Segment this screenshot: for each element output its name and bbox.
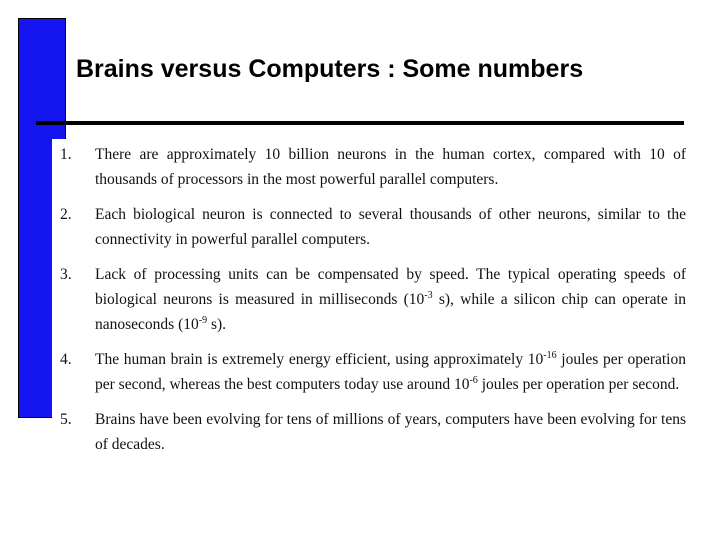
list-item-2 [52,202,686,252]
text-segment: s). [207,316,227,333]
text-segment: The human brain is extremely energy efficient, using approximately 10 [95,351,544,368]
text-segment: joules per operation per second. [477,376,680,393]
list-item-3 [52,262,686,337]
list-item-number: 4. [60,351,72,368]
list-item-text [95,347,686,397]
list-item-1 [52,142,686,192]
numbered-list [52,142,686,467]
exponent: -16 [543,349,557,361]
text-segment: s), while a silicon chip can operate in nanoseconds (10 [95,291,687,333]
list-item-text: There are approximately 10 billion neurons in the human cortex, compared with 10 of thousands of processors in the most powerful parallel computers. [95,146,686,188]
list-item-number: 1. [60,146,72,163]
list-item-4 [52,347,686,397]
title-divider [36,121,684,125]
list-item-text: Brains have been evolving for tens of millions of years, computers have been evolving for tens of decades. [95,411,686,453]
list-item-text [95,262,686,337]
list-item-number: 5. [60,411,72,428]
exponent: -9 [198,314,208,326]
list-item-number: 2. [60,206,72,223]
text-segment: joules per operation per second, whereas the best computers today use around 10 [95,351,686,393]
list-item-number: 3. [60,266,72,283]
slide-title: Brains versus Computers : Some numbers [76,55,584,83]
list-item-5 [52,407,686,457]
list-item-text: Each biological neuron is connected to several thousands of other neurons, similar to the connectivity in powerful parallel computers. [95,206,686,248]
text-segment: Lack of processing units can be compensated by speed. The typical operating speeds of biological neurons is measured in milliseconds (10 [95,266,686,308]
exponent: -6 [469,374,478,386]
exponent: -3 [424,289,433,301]
content-panel [52,139,686,492]
